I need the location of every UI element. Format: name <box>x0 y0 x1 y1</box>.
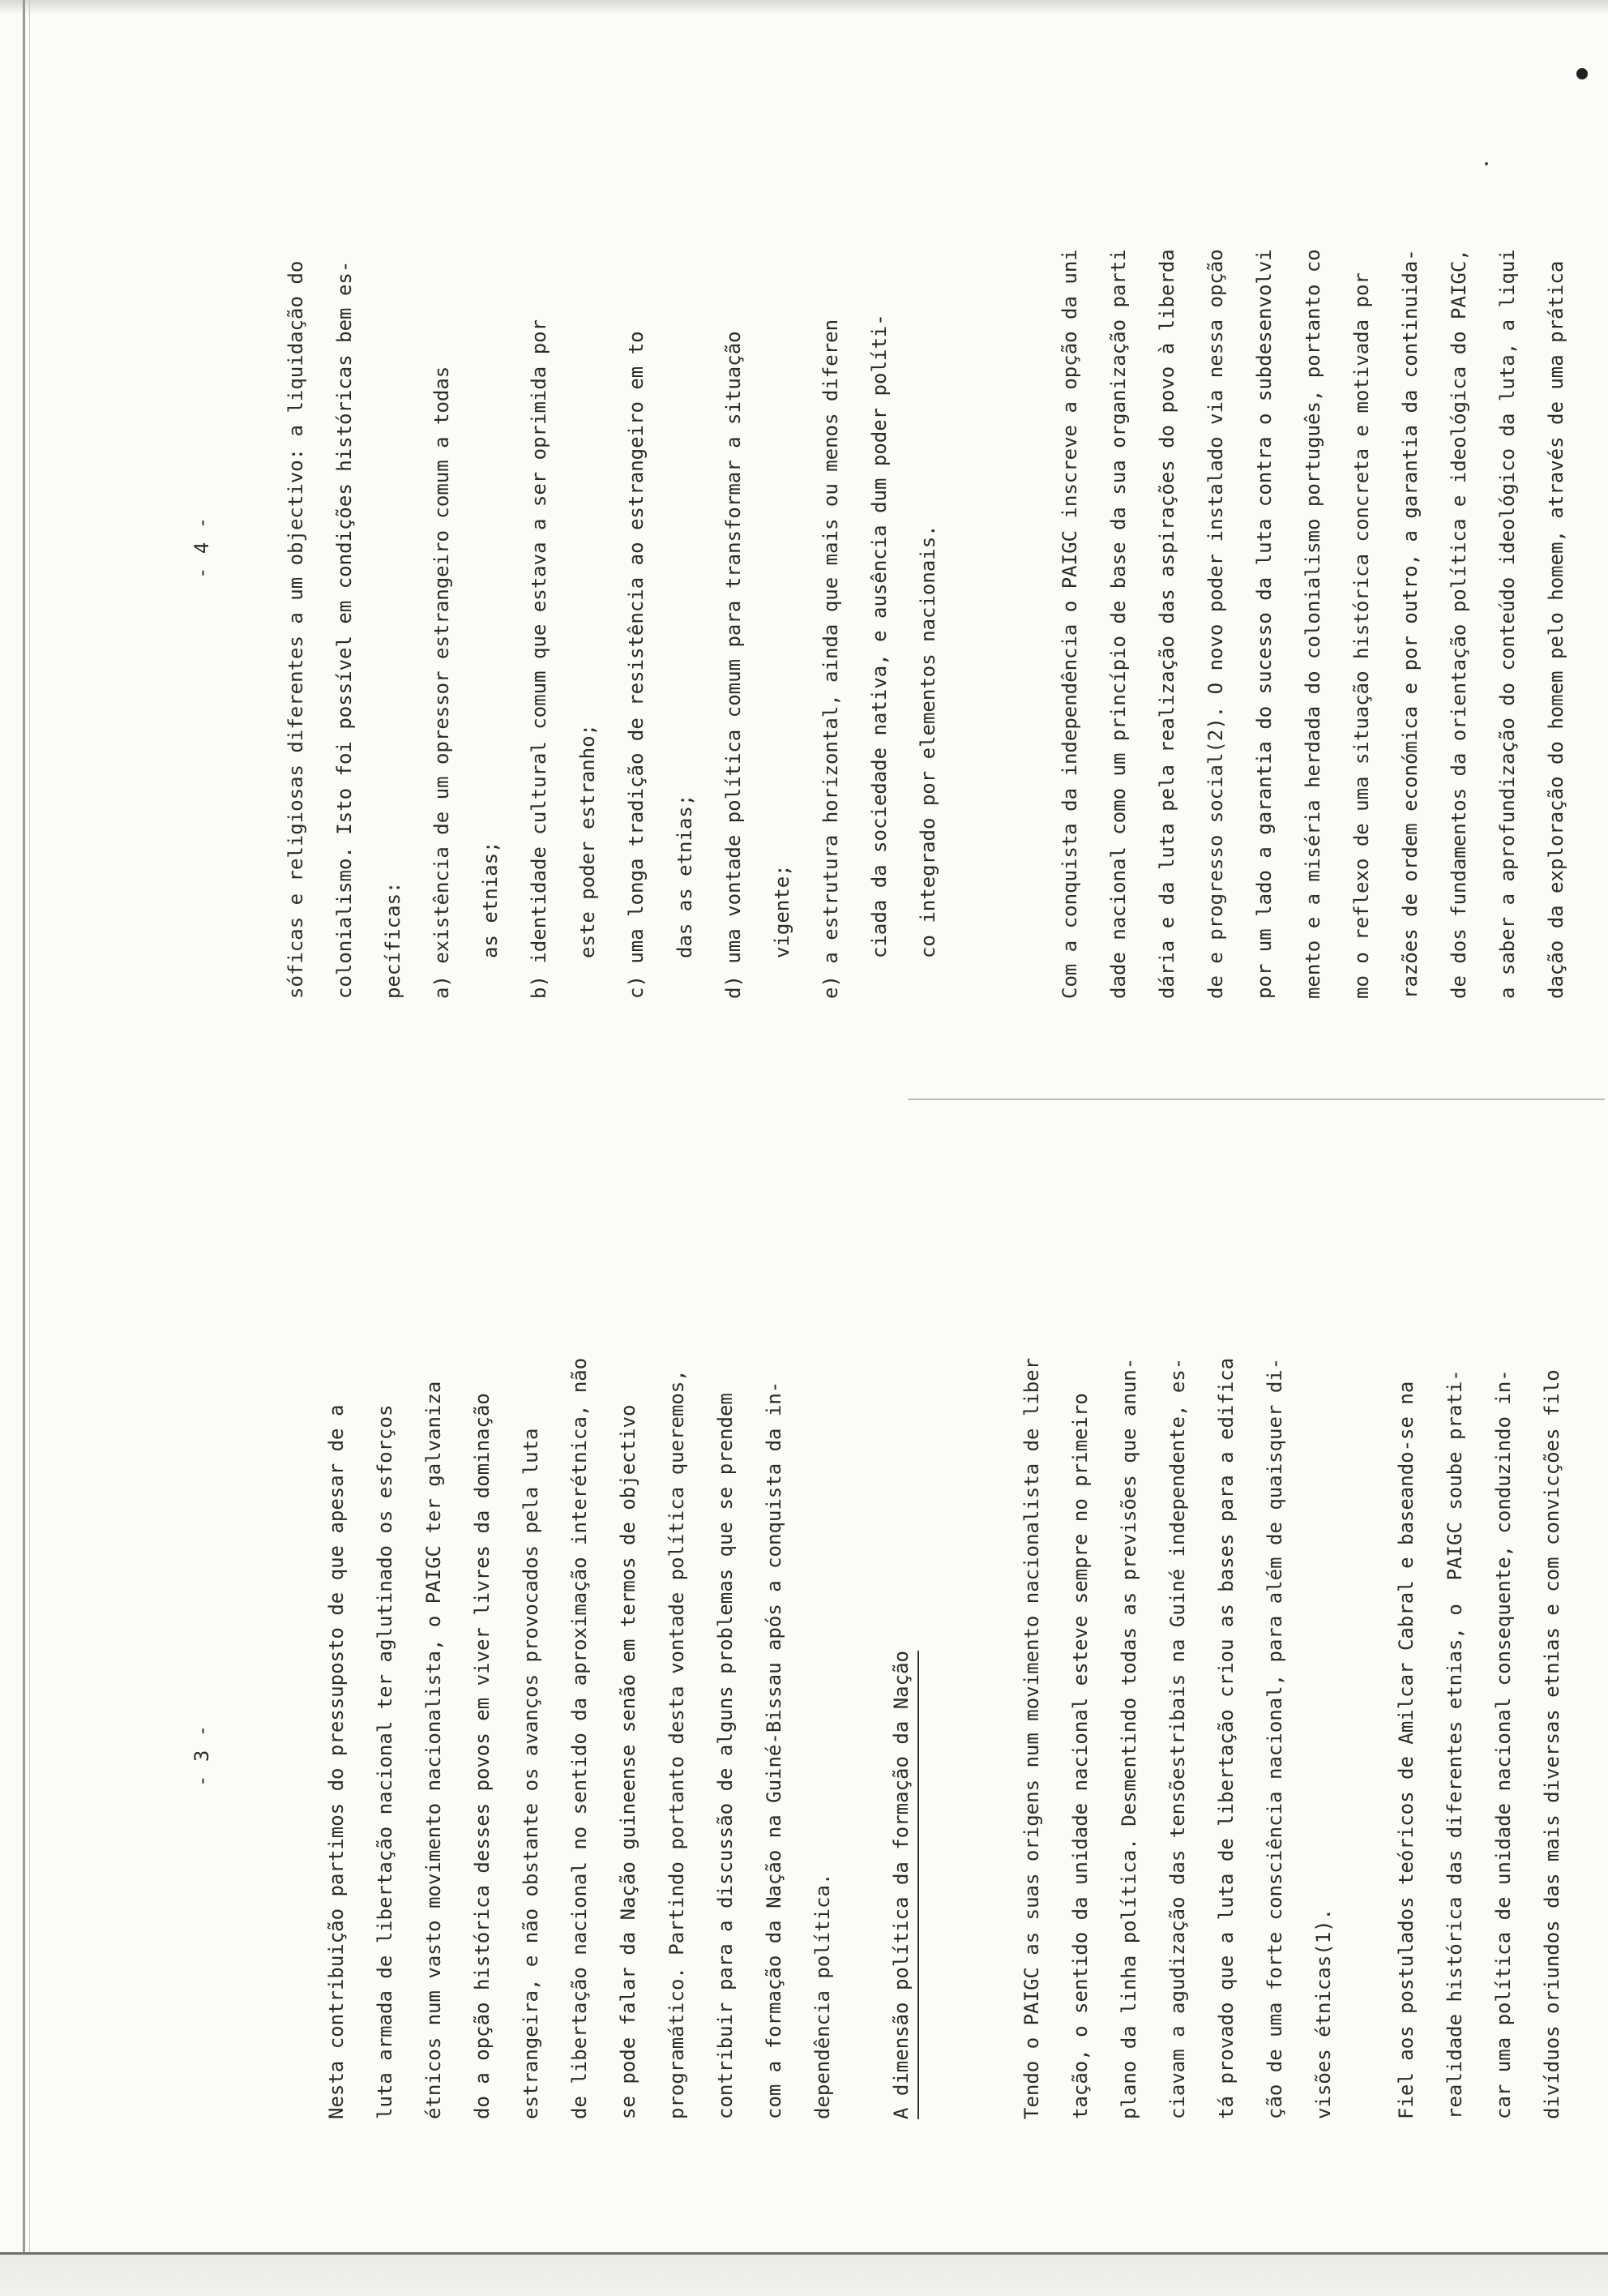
list-item-b <box>515 91 612 999</box>
text-line: colonialismo. Isto foi possível em condições históricas bem es- <box>333 260 356 999</box>
list-item-a <box>417 91 515 999</box>
text-line: programático. Partindo portanto desta vontade política queremos, <box>665 1369 688 2119</box>
page4-paragraph-2 <box>1046 91 1580 999</box>
page-number-3: - 3 - <box>190 1724 213 1787</box>
text-line: mento e a miséria herdada do colonialismo português, portanto co <box>1302 249 1324 999</box>
text-line: ciavam a agudização das tensõestribais na Guiné independente, es- <box>1166 1357 1189 2119</box>
text-line: das as etnias; <box>674 794 696 958</box>
page3-intro-paragraph <box>312 1211 847 2119</box>
text-line: dependência política. <box>811 1873 834 2119</box>
text-line: visões étnicas(1). <box>1312 1908 1335 2119</box>
text-line: com a formação da Nação na Guiné-Bissau após a conquista da in- <box>763 1381 785 2119</box>
page4-intro-paragraph <box>272 91 417 999</box>
page3-paragraph-2 <box>1007 1211 1348 2119</box>
section-heading: A dimensão política da formação da Nação <box>890 1651 919 2119</box>
list-item-c <box>612 91 709 999</box>
text-line: de libertação nacional no sentido da aproximação interétnica, não <box>568 1357 591 2119</box>
text-line: Nesta contribuição partimos do pressuposto de que apesar de a <box>325 1404 348 2119</box>
text-line: sóficas e religiosas diferentes a um objectivo: a liquidação do <box>284 260 307 999</box>
text-line: de dos fundamentos da orientação política e ideológica do PAIGC, <box>1448 249 1470 999</box>
text-line: dade nacional como um princípio de base da sua organização parti <box>1107 249 1130 999</box>
text-line: Tendo o PAIGC as suas origens num movimento nacionalista de liber <box>1020 1357 1043 2119</box>
text-line: b) identidade cultural comum que estava a ser oprimida por <box>528 319 550 999</box>
text-line: de e progresso social(2). O novo poder instalado via nessa opção <box>1204 249 1227 999</box>
text-line: as etnias; <box>479 841 502 958</box>
text-line: plano da linha política. Desmentindo todas as previsões que anun- <box>1118 1357 1140 2119</box>
text-line: do a opção histórica desses povos em viver livres da dominação <box>471 1393 494 2119</box>
list-item-e <box>806 91 952 999</box>
text-line: dação da exploração do homem pelo homem, através de uma prática <box>1545 260 1567 999</box>
text-line: por um lado a garantia do sucesso da luta contra o subdesenvolvi <box>1253 249 1276 999</box>
text-line: pecíficas: <box>382 881 404 999</box>
text-line: ciada da sociedade nativa, e ausência dum poder políti- <box>868 314 891 958</box>
text-line: estrangeira, e não obstante os avanços provocados pela luta <box>520 1428 542 2119</box>
text-line: étnicos num vasto movimento nacionalista, o PAIGC ter galvaniza <box>422 1381 445 2119</box>
text-line: contribuir para a discussão de alguns problemas que se prendem <box>714 1393 737 2119</box>
text-line: vigente; <box>771 864 793 958</box>
text-line: se pode falar da Nação guineense senão em termos de objectivo <box>617 1404 639 2119</box>
text-line: a) existência de um opressor estrangeiro comum a todas <box>430 366 453 999</box>
text-line: Fiel aos postulados teóricos de Amilcar Cabral e baseando-se na <box>1395 1381 1418 2119</box>
text-line: divíduos oriundos das mais diversas etnias e com convicções filo <box>1541 1369 1563 2119</box>
text-line: ção de uma forte consciência nacional, para além de quaisquer di- <box>1264 1357 1286 2119</box>
list-item-d <box>709 91 806 999</box>
text-line: Com a conquista da independência o PAIGC inscreve a opção da uni <box>1058 249 1081 999</box>
text-line: realidade histórica das diferentes etnias, o PAIGC soube prati- <box>1443 1369 1466 2119</box>
text-line: tação, o sentido da unidade nacional esteve sempre no primeiro <box>1069 1393 1092 2119</box>
text-line: tá provado que a luta de libertação criou as bases para a edifica <box>1215 1357 1238 2119</box>
text-line: co integrado por elementos nacionais. <box>917 525 939 958</box>
text-line: dária e da luta pela realização das aspirações do povo à liberda <box>1156 249 1178 999</box>
text-line: a saber a aprofundização do conteúdo ideológico da luta, a liqui <box>1496 249 1519 999</box>
text-line: luta armada de libertação nacional ter aglutinado os esforços <box>374 1404 396 2119</box>
page3-paragraph-3 <box>1382 1211 1576 2119</box>
text-line: razões de ordem económica e por outro, a garantia da continuida- <box>1399 249 1422 999</box>
text-line: d) uma vontade política comum para transformar a situação <box>722 331 745 999</box>
text-line: este poder estranho; <box>576 724 599 958</box>
text-line: e) a estrutura horizontal, ainda que mais ou menos diferen <box>819 319 842 999</box>
page-number-4: - 4 - <box>190 516 213 579</box>
text-line: car uma política de unidade nacional consequente, conduzindo in- <box>1492 1369 1515 2119</box>
conditions-list <box>417 91 952 999</box>
text-line: mo o reflexo de uma situação histórica concreta e motivada por <box>1350 272 1373 999</box>
text-line: c) uma longa tradição de resistência ao estrangeiro em to <box>625 331 648 999</box>
